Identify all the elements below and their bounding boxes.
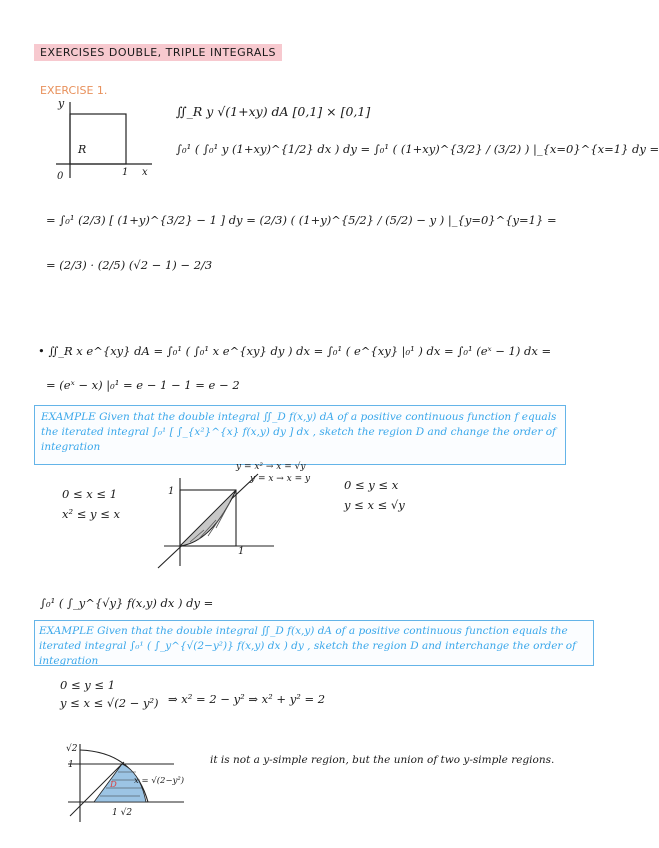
- graph-region-label: R: [78, 143, 87, 156]
- graph-y-label: y: [58, 97, 65, 110]
- graph-x-label: x: [142, 167, 148, 178]
- example-2-ineq-1: 0 ≤ y ≤ 1: [60, 678, 116, 692]
- example-1-graph-one-top: 1: [168, 486, 175, 497]
- example-1-result: ∫₀¹ ( ∫_y^{√y} f(x,y) dx ) dy =: [40, 596, 214, 610]
- example-2-text: EXAMPLE Given that the double integral ∬_D f(x,y) dA of a positive continuous function equals the iterated integral ∫₀¹ ( ∫_y^{√(2−y²)} f(x,y) dx ) dy , sketch the region D and interchange the order of integration: [39, 625, 576, 667]
- curve-label-parabola: y = x² → x = √y: [236, 462, 306, 472]
- curve-label-line: y = x → x = y: [250, 474, 311, 484]
- example-2-region-label: D: [110, 780, 117, 790]
- example-2-box: [34, 620, 594, 666]
- example-2-ineq-2: y ≤ x ≤ √(2 − y²): [60, 696, 159, 710]
- graph-one-x-label: 1: [122, 167, 129, 178]
- exercise-1-step-1: ∫₀¹ ( ∫₀¹ y (1+xy)^{1/2} dx ) dy = ∫₀¹ ( (1+xy)^{3/2} / (3/2) ) |_{x=0}^{x=1} dy =: [176, 142, 659, 156]
- exercise-1-integral: ∬_R y √(1+xy) dA [0,1] × [0,1]: [176, 104, 371, 119]
- example-1-ineq-right-1: 0 ≤ y ≤ x: [344, 478, 399, 492]
- exercise-2-line-1: • ∬_R x e^{xy} dA = ∫₀¹ ( ∫₀¹ x e^{xy} dy ) dx = ∫₀¹ ( e^{xy} |₀¹ ) dx = ∫₀¹ (eˣ − 1) dx =: [38, 344, 552, 358]
- graph-origin-label: 0: [57, 171, 64, 182]
- example-2-graph: [64, 742, 194, 832]
- example-1-ineq-right-2: y ≤ x ≤ √y: [344, 498, 405, 512]
- example-2-one-label: 1: [68, 760, 74, 770]
- example-1-ineq-left-2: x² ≤ y ≤ x: [62, 507, 120, 521]
- page-title: EXERCISES DOUBLE, TRIPLE INTEGRALS: [34, 44, 282, 61]
- example-1-box: [34, 405, 566, 465]
- example-2-curve-label: x = √(2−y²): [134, 776, 185, 786]
- exercise-1-label: EXERCISE 1.: [40, 84, 108, 97]
- example-1-text: EXAMPLE Given that the double integral ∬_D f(x,y) dA of a positive continuous function f equals the iterated integral ∫₀¹ [ ∫_{x²}^{x} f(x,y) dy ] dx , sketch the region D and change the order of integration: [41, 411, 557, 453]
- example-2-derivation: ⇒ x² = 2 − y² ⇒ x² + y² = 2: [168, 692, 326, 706]
- exercise-1-step-3: = (2/3) · (2/5) (√2 − 1) − 2/3: [46, 258, 213, 272]
- example-1-ineq-left-1: 0 ≤ x ≤ 1: [62, 487, 118, 501]
- example-2-note: it is not a y-simple region, but the union of two y-simple regions.: [210, 754, 555, 766]
- example-2-bottom-label: 1 √2: [112, 808, 133, 818]
- exercise-2-line-2: = (eˣ − x) |₀¹ = e − 1 − 1 = e − 2: [46, 378, 240, 392]
- example-2-sqrt2-label: √2: [66, 744, 78, 754]
- exercise-1-graph: [52, 100, 172, 190]
- exercise-1-step-2: = ∫₀¹ (2/3) [ (1+y)^{3/2} − 1 ] dy = (2/3) ( (1+y)^{5/2} / (5/2) − y ) |_{y=0}^{y=1} =: [46, 213, 557, 227]
- example-1-graph-one-bottom: 1: [238, 546, 245, 557]
